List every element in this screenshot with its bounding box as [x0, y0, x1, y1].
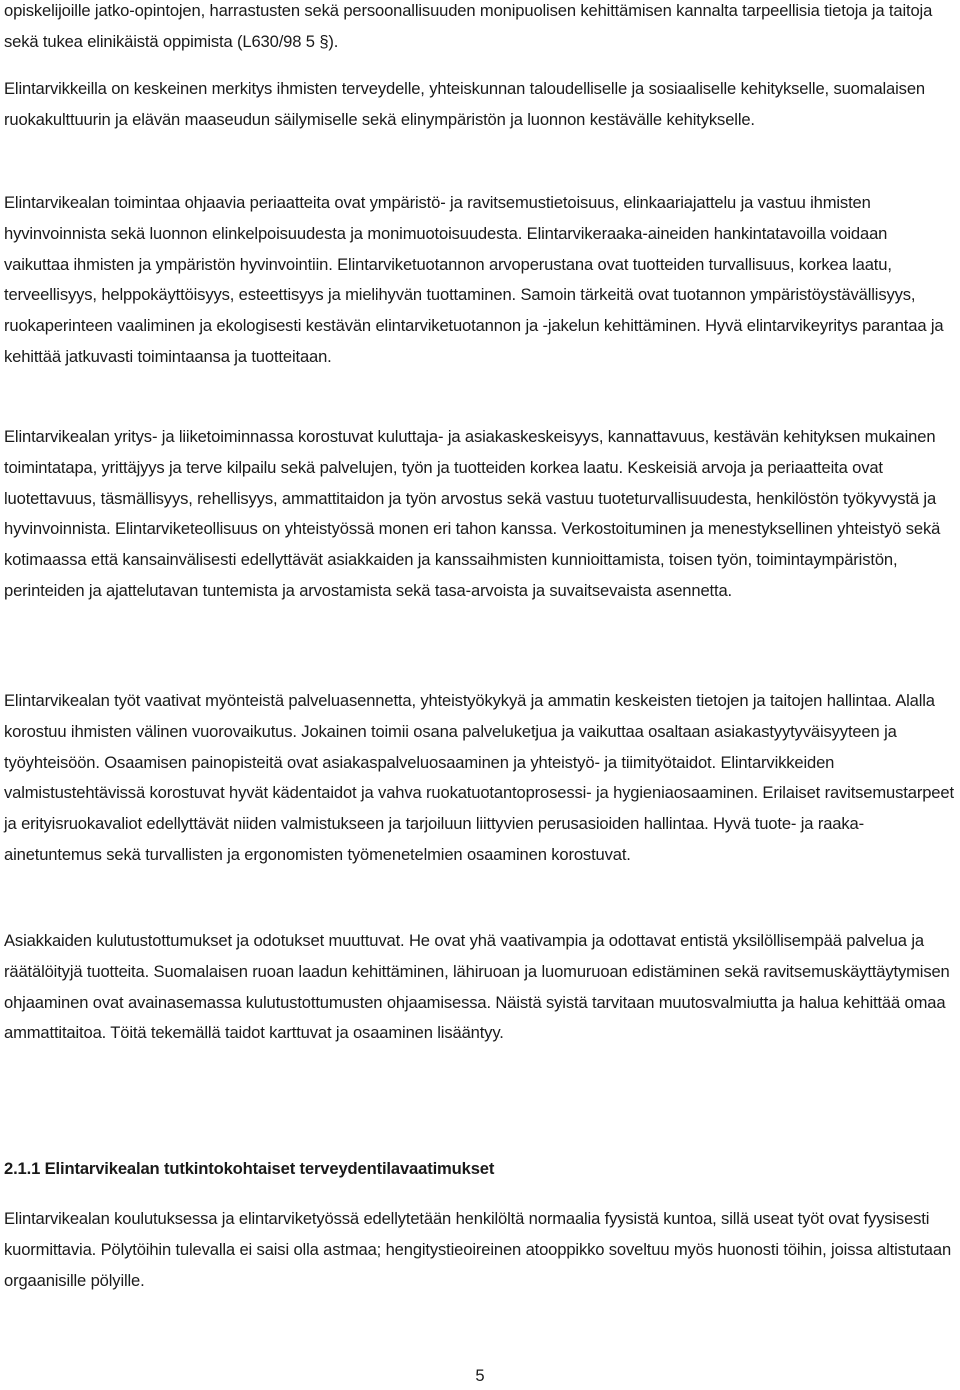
paragraph-work-requirements: Elintarvikealan työt vaativat myönteistä palveluasennetta, yhteistyökykyä ja ammatin keskeisten tietojen ja taitojen hallintaa. Alalla korostuu ihmisten välinen vuorovaikutus. Jokainen toimii osana palveluketjua ja vaikuttaa osaltaan asiakastyytyväisyyteen ja työyhteisöön. Osaamisen painopisteitä ovat asiakaspalveluosaaminen ja yhteistyö- ja tiimityötaidot. Elintarvikkeiden valmistustehtävissä korostuvat hyvät kädentaidot ja vahva ruokatuotantoprosessi- ja hygieniaosaaminen. Erilaiset ravitsemustarpeet ja erityisruokavaliot edellyttävät niiden valmistukseen ja tarjoiluun liittyvien perusasioiden hallintaa. Hyvä tuote- ja raaka-ainetuntemus sekä turvallisten ja ergonomisten työmenetelmien osaaminen korostuvat. [4, 691, 954, 864]
paragraph-food-importance: Elintarvikkeilla on keskeinen merkitys ihmisten terveydelle, yhteiskunnan taloudelliselle ja sosiaaliselle kehitykselle, suomalaisen ruokakulttuurin ja elävän maaseudun säilymiselle sekä elinympäristön ja luonnon kestävälle kehitykselle. [4, 79, 925, 129]
paragraph-business-values: Elintarvikealan yritys- ja liiketoiminnassa korostuvat kuluttaja- ja asiakaskeskeisyys, kannattavuus, kestävän kehityksen mukainen toimintatapa, yrittäjyys ja terve kilpailu sekä palvelujen, työn ja tuotteiden korkea laatu. Keskeisiä arvoja ja periaatteita ovat luotettavuus, täsmällisyys, rehellisyys, ammattitaidon ja työn arvostus sekä vastuu tuoteturvallisuudesta, henkilöstön työkyvystä ja hyvinvoinnista. Elintarviketeollisuus on yhteistyössä monen eri tahon kanssa. Verkostoituminen ja menestyksellinen yhteistyö sekä kotimaassa että kansainvälisesti edellyttävät asiakkaiden ja kanssaihmisten kunnioittamista, toisen työn, toimintaympäristön, perinteiden ja ajattelutavan tuntemista ja arvostamista sekä tasa-arvoista ja suvaitsevaista asennetta. [4, 427, 941, 600]
paragraph-principles: Elintarvikealan toimintaa ohjaavia periaatteita ovat ympäristö- ja ravitsemustietoisuus, elinkaariajattelu ja vastuu ihmisten hyvinvoinnista sekä luonnon elinkelpoisuudesta ja monimuotoisuudesta. Elintarvikeraaka-aineiden hankintatavoilla voidaan vaikuttaa ihmisten ja ympäristön hyvinvointiin. Elintarviketuotannon arvoperustana ovat tuotteiden turvallisuus, korkea laatu, terveellisyys, helppokäyttöisyys, esteettisyys ja mielihyvän tuottaminen. Samoin tärkeitä ovat tuotannon ympäristöystävällisyys, ruokaperinteen vaaliminen ja ekologisesti kestävän elintarviketuotannon ja -jakelun kehittäminen. Hyvä elintarvikeyritys parantaa ja kehittää jatkuvasti toimintaansa ja tuotteitaan. [4, 193, 944, 366]
paragraph-continuation: opiskelijoille jatko-opintojen, harrastusten sekä persoonallisuuden monipuolisen kehittämisen kannalta tarpeellisia tietoja ja taitoja sekä tukea elinikäistä oppimista (L630/98 5 §). [4, 1, 933, 51]
section-heading: 2.1.1 Elintarvikealan tutkintokohtaiset terveydentilavaatimukset [4, 1159, 495, 1178]
paragraph-health-requirements: Elintarvikealan koulutuksessa ja elintarviketyössä edellytetään henkilöltä normaalia fyysistä kuntoa, sillä useat työt ovat fyysisesti kuormittavia. Pölytöihin tulevalla ei saisi olla astmaa; hengitystieoireinen atooppikko soveltuu myös huonosti töihin, joissa altistutaan orgaanisille pölyille. [4, 1209, 952, 1290]
paragraph-customer-habits: Asiakkaiden kulutustottumukset ja odotukset muuttuvat. He ovat yhä vaativampia ja odottavat entistä yksilöllisempää palvelua ja räätälöityjä tuotteita. Suomalaisen ruoan laadun kehittäminen, lähiruoan ja luomuruoan edistäminen sekä ravitsemuskäyttäytymisen ohjaaminen ovat avainasemassa kulutustottumusten ohjaamisessa. Näistä syistä tarvitaan muutosvalmiutta ja halua kehittää omaa ammattitaitoa. Töitä tekemällä taidot karttuvat ja osaaminen lisääntyy. [4, 931, 950, 1043]
page-number: 5 [475, 1366, 485, 1385]
